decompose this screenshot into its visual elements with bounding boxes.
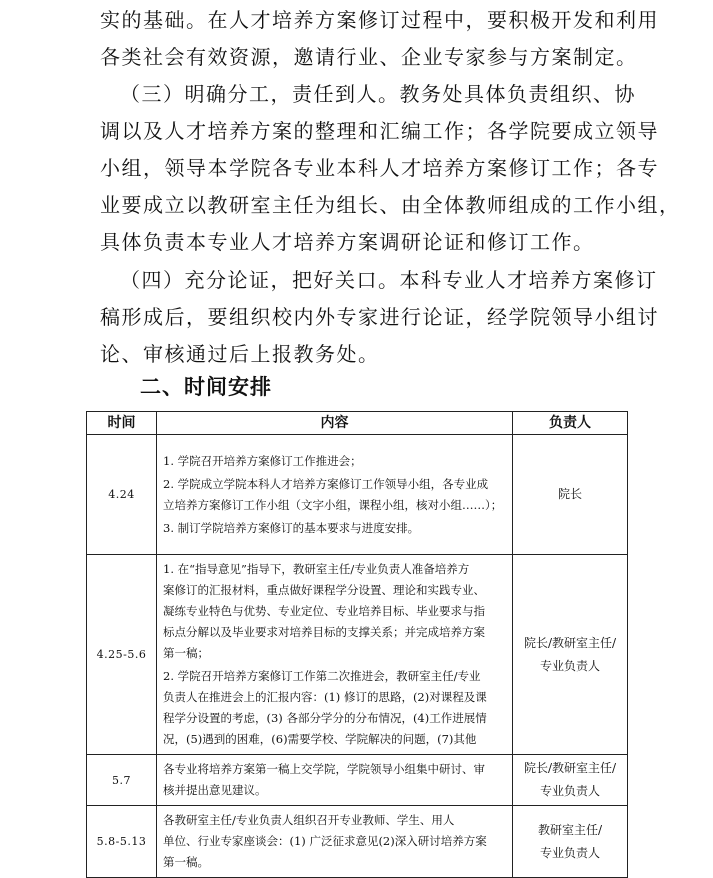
paragraph-line: 实的基础。在人才培养方案修订过程中，要积极开发和利用 <box>100 8 659 32</box>
table-row <box>87 435 628 555</box>
content-line: 核并提出意见建议。 <box>163 783 267 797</box>
header-time: 时间 <box>87 412 157 435</box>
content-item <box>163 810 508 873</box>
content-line: 第一稿； <box>163 646 209 660</box>
header-content: 内容 <box>157 412 513 435</box>
paragraph-line: 稿形成后，要组织校内外专家进行论证，经学院领导小组讨 <box>100 305 659 329</box>
cell-time: 4.24 <box>87 435 157 555</box>
content-line: 案修订的汇报材料，重点做好课程学分设置、理论和实践专业、 <box>163 583 485 597</box>
content-item <box>163 759 508 801</box>
paragraph-line: （三）明确分工，责任到人。教务处具体负责组织、协 <box>120 82 636 106</box>
content-line: 单位、行业专家座谈会：(1) 广泛征求意见(2)深入研讨培养方案 <box>163 834 487 848</box>
paragraph-line: 论、审核通过后上报教务处。 <box>100 342 380 366</box>
content-line: 负责人在推进会上的汇报内容：(1) 修订的思路，(2)对课程及课 <box>163 690 487 704</box>
cell-owner <box>513 806 628 878</box>
cell-time: 5.8-5.13 <box>87 806 157 878</box>
owner-line: 院长/教研室主任/ <box>523 761 617 775</box>
paragraph-argumentation <box>100 262 659 373</box>
table-row <box>87 755 628 806</box>
content-item <box>163 451 508 472</box>
paragraph-line: 具体负责本专业人才培养方案调研论证和修订工作。 <box>100 230 595 254</box>
owner-line: 教研室主任/ <box>537 822 603 837</box>
section-heading: 二、时间安排 <box>140 375 272 399</box>
paragraph-line: 各类社会有效资源，邀请行业、企业专家参与方案制定。 <box>100 45 638 69</box>
header-owner: 负责人 <box>513 412 628 435</box>
owner-line: 专业负责人 <box>539 658 600 673</box>
content-line: 立培养方案修订工作小组（文字小组，课程小组，核对小组……）； <box>163 497 503 512</box>
cell-owner <box>513 755 628 806</box>
cell-content <box>157 755 513 806</box>
content-item <box>163 559 508 664</box>
cell-content <box>157 806 513 878</box>
content-item <box>163 474 508 516</box>
paragraph-resources <box>100 2 659 76</box>
table-header-row <box>87 412 628 435</box>
cell-time: 4.25-5.6 <box>87 555 157 755</box>
content-line: 各专业将培养方案第一稿上交学院，学院领导小组集中研讨、审 <box>163 762 485 776</box>
cell-owner <box>513 435 628 555</box>
cell-content <box>157 435 513 555</box>
content-line: 1. 在“指导意见”指导下，教研室主任/专业负责人准备培养方 <box>163 562 470 576</box>
schedule-table <box>86 411 628 878</box>
content-line: 况，(5)遇到的困难，(6)需要学校、学院解决的问题，(7)其他 <box>163 732 477 746</box>
paragraph-line: 调以及人才培养方案的整理和汇编工作；各学院要成立领导 <box>100 119 659 143</box>
content-line: 程学分设置的考虑，(3) 各部分学分的分布情况，(4)工作进展情 <box>163 711 487 725</box>
paragraph-line: 小组，领导本学院各专业本科人才培养方案修订工作；各专 <box>100 156 659 180</box>
content-line: 2. 学院召开培养方案修订工作第二次推进会，教研室主任/专业 <box>163 669 481 683</box>
cell-content <box>157 555 513 755</box>
owner-line: 专业负责人 <box>539 784 600 798</box>
owner-line: 专业负责人 <box>539 845 600 860</box>
content-line: 第一稿。 <box>163 855 209 869</box>
owner-line: 院长 <box>557 487 582 501</box>
content-item <box>163 666 508 750</box>
content-line: 1. 学院召开培养方案修订工作推进会； <box>163 453 362 468</box>
content-line: 标点分解以及毕业要求对培养目标的支撑关系；并完成培养方案 <box>163 625 485 639</box>
cell-time: 5.7 <box>87 755 157 806</box>
owner-line: 院长/教研室主任/ <box>523 635 617 650</box>
paragraph-line: 业要成立以教研室主任为组长、由全体教师组成的工作小组， <box>100 193 681 217</box>
content-item <box>163 518 508 539</box>
paragraph-line: （四）充分论证，把好关口。本科专业人才培养方案修订 <box>120 268 658 292</box>
content-line: 凝练专业特色与优势、专业定位、专业培养目标、毕业要求与指 <box>163 604 485 618</box>
paragraph-division-of-labor <box>100 76 681 261</box>
cell-owner <box>513 555 628 755</box>
content-line: 2. 学院成立学院本科人才培养方案修订工作领导小组，各专业成 <box>163 476 489 491</box>
table-row <box>87 806 628 878</box>
content-line: 各教研室主任/专业负责人组织召开专业教师、学生、用人 <box>163 813 455 827</box>
content-line: 3. 制订学院培养方案修订的基本要求与进度安排。 <box>163 520 420 535</box>
table-row <box>87 555 628 755</box>
